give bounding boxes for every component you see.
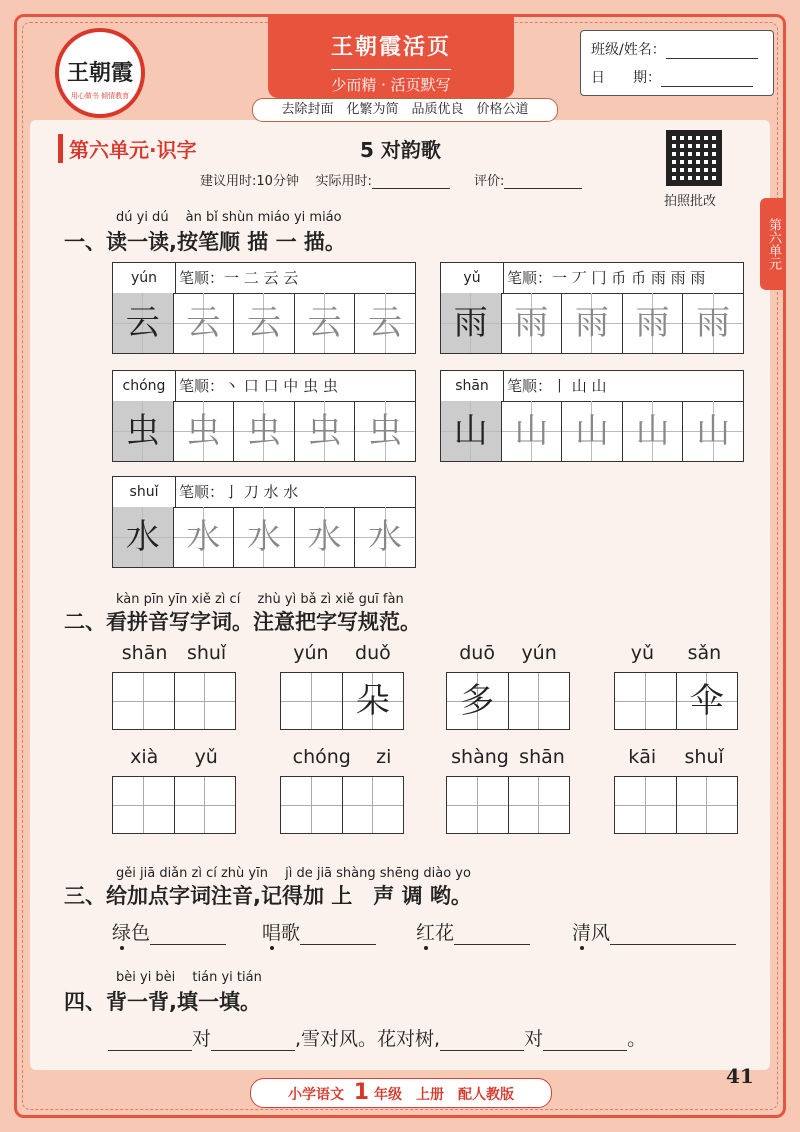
syllable: shàng (451, 746, 509, 768)
syllable: shuǐ (684, 746, 724, 768)
grade-number: 1 (353, 1080, 370, 1105)
writing-cell[interactable] (343, 777, 404, 833)
recite-text-2: ,雪对风。花对树, (295, 1028, 441, 1050)
syllable: shuǐ (186, 642, 227, 664)
trace-char[interactable]: 雨 (623, 293, 684, 353)
writing-cell[interactable] (175, 673, 236, 729)
class-name-label: 班级/姓名： (591, 42, 666, 58)
word-pinyin (112, 642, 236, 664)
syllable: xià (130, 746, 159, 768)
writing-cell[interactable] (281, 673, 343, 729)
plain-char: 花 (435, 922, 455, 944)
stroke-box-1 (112, 262, 416, 354)
publisher-logo (55, 28, 145, 118)
section3-title: 三、给加点字词注音,记得加 上 声 调 哟。 (64, 884, 472, 908)
char-pinyin: shuǐ (113, 477, 176, 507)
page-number: 41 (726, 1064, 754, 1088)
writing-box (446, 776, 570, 834)
section1-title: 一、读一读,按笔顺 描 一 描。 (64, 230, 346, 254)
trace-char[interactable]: 云 (174, 293, 235, 353)
annotate-item-2 (262, 918, 376, 945)
trace-char[interactable]: 水 (295, 507, 356, 567)
recite-blank-4[interactable] (543, 1050, 627, 1051)
qr-code (666, 130, 722, 186)
syllable: duǒ (355, 642, 391, 664)
logo-text: 王朝霞 (66, 60, 133, 86)
writing-box (614, 672, 738, 730)
writing-box (112, 672, 236, 730)
word-pinyin (614, 642, 738, 664)
logo-subtext: 用心做书 倾情教育 (70, 92, 130, 100)
writing-cell[interactable] (615, 777, 677, 833)
char-pinyin: yǔ (441, 263, 504, 293)
stroke-box-header (441, 371, 743, 402)
model-char: 虫 (113, 401, 174, 461)
recite-text-1: 对 (192, 1028, 212, 1050)
lesson-title: 5 对韵歌 (360, 138, 441, 162)
writing-cell[interactable]: 多 (447, 673, 509, 729)
section2-title: 二、看拼音写字词。注意把字写规范。 (64, 610, 421, 634)
dotted-char: 红 (416, 922, 436, 944)
annotate-field-4[interactable] (610, 944, 736, 945)
section1-pinyin: dú yi dú àn bǐ shùn miáo yi miáo (116, 210, 342, 225)
tracing-cells (113, 507, 415, 567)
section2-pinyin: kàn pīn yīn xiě zì cí zhù yì bǎ zì xiě guī fàn (116, 592, 404, 607)
stroke-order: 笔顺：一 二 云 云 (179, 269, 299, 287)
syllable: yǔ (630, 642, 655, 664)
section4-title: 四、背一背,填一填。 (64, 990, 261, 1014)
writing-cell[interactable] (113, 777, 175, 833)
stroke-order: 笔顺：丶 口 口 中 虫 虫 (179, 377, 338, 395)
brand-banner (268, 14, 514, 98)
trace-char[interactable]: 山 (683, 401, 743, 461)
annotate-word-1 (112, 922, 150, 944)
annotate-field-1[interactable] (150, 944, 226, 945)
trace-char[interactable]: 山 (623, 401, 684, 461)
stroke-box-header (113, 263, 415, 294)
writing-box (446, 672, 570, 730)
stroke-box-3 (112, 370, 416, 462)
model-char: 山 (441, 401, 502, 461)
recite-blank-2[interactable] (211, 1050, 295, 1051)
date-field[interactable] (661, 86, 753, 87)
recite-text-4: 。 (627, 1028, 647, 1050)
syllable: yǔ (194, 746, 218, 768)
writing-cell[interactable] (281, 777, 343, 833)
stroke-box-4 (440, 370, 744, 462)
annotate-item-1 (112, 918, 226, 945)
recite-fill-line (108, 1024, 646, 1051)
syllable: duō (459, 642, 495, 664)
annotate-word-3 (416, 922, 454, 944)
book-info-footer (250, 1078, 552, 1108)
trace-char[interactable]: 云 (234, 293, 295, 353)
trace-char[interactable]: 云 (355, 293, 415, 353)
brand-title: 王朝霞活页 (330, 34, 451, 60)
trace-char[interactable]: 雨 (683, 293, 743, 353)
char-pinyin: chóng (113, 371, 176, 401)
qr-label: 拍照批改 (664, 194, 717, 209)
model-char: 雨 (441, 293, 502, 353)
date-label: 日 期： (591, 70, 661, 86)
trace-char[interactable]: 云 (295, 293, 356, 353)
writing-cell[interactable] (677, 777, 738, 833)
time-info (200, 170, 602, 189)
stroke-order: 笔顺：丨 山 山 (507, 377, 607, 395)
stroke-box-header (113, 371, 415, 402)
syllable: yún (521, 642, 557, 664)
dotted-char: 清 (572, 922, 592, 944)
evaluation-label: 评价: (474, 174, 505, 189)
word-pinyin (614, 746, 738, 768)
stroke-box-header (441, 263, 743, 294)
unit-title: 第六单元·识字 (58, 134, 197, 163)
plain-char: 风 (591, 922, 611, 944)
writing-box (614, 776, 738, 834)
stroke-box-header (113, 477, 415, 508)
actual-time-field[interactable] (372, 188, 450, 189)
trace-char[interactable]: 水 (174, 507, 235, 567)
trace-char[interactable]: 虫 (234, 401, 295, 461)
writing-box (112, 776, 236, 834)
tracing-cells (441, 293, 743, 353)
word-pinyin (112, 746, 236, 768)
model-char: 水 (113, 507, 174, 567)
writing-cell[interactable] (615, 673, 677, 729)
writing-box (280, 776, 404, 834)
subject-label: 小学语文 (288, 1087, 345, 1103)
writing-cell[interactable] (447, 777, 509, 833)
motto-bar: 去除封面 化繁为简 品质优良 价格公道 (252, 98, 558, 122)
writing-box (280, 672, 404, 730)
stroke-box-2 (440, 262, 744, 354)
trace-char[interactable]: 虫 (355, 401, 415, 461)
dotted-char: 唱 (262, 922, 282, 944)
stroke-order: 笔顺：一 丆 冂 币 币 雨 雨 雨 (507, 269, 706, 287)
plain-char: 歌 (281, 922, 301, 944)
model-char: 云 (113, 293, 174, 353)
annotate-field-2[interactable] (300, 944, 376, 945)
trace-char[interactable]: 水 (234, 507, 295, 567)
writing-cell[interactable]: 朵 (343, 673, 404, 729)
writing-cell[interactable] (113, 673, 175, 729)
side-unit-tab: 第六单元 (760, 198, 784, 290)
tracing-cells (113, 293, 415, 353)
trace-char[interactable]: 虫 (295, 401, 356, 461)
plain-char: 色 (131, 922, 151, 944)
suggested-time: 建议用时:10分钟 (200, 174, 299, 189)
stroke-box-5 (112, 476, 416, 568)
class-name-field[interactable] (666, 58, 758, 59)
char-pinyin: shān (441, 371, 504, 401)
brand-subtitle: 少而精 · 活页默写 (331, 69, 450, 95)
tracing-cells (113, 401, 415, 461)
writing-cell[interactable] (175, 777, 236, 833)
word-pinyin (280, 746, 404, 768)
trace-char[interactable]: 山 (502, 401, 563, 461)
trace-char[interactable]: 山 (562, 401, 623, 461)
word-pinyin (446, 746, 570, 768)
trace-char[interactable]: 虫 (174, 401, 235, 461)
char-pinyin: yún (113, 263, 176, 293)
syllable: yún (293, 642, 329, 664)
annotate-item-4 (572, 918, 736, 945)
writing-cell[interactable] (509, 673, 570, 729)
student-info-box (580, 30, 774, 96)
dotted-char: 绿 (112, 922, 132, 944)
trace-char[interactable]: 雨 (502, 293, 563, 353)
syllable: chóng (292, 746, 351, 768)
stroke-order: 笔顺：亅 刀 水 水 (179, 483, 299, 501)
evaluation-field[interactable] (504, 188, 582, 189)
recite-blank-1[interactable] (108, 1050, 192, 1051)
tracing-cells (441, 401, 743, 461)
annotate-word-4 (572, 922, 610, 944)
annotate-word-2 (262, 922, 300, 944)
recite-blank-3[interactable] (440, 1050, 524, 1051)
trace-char[interactable]: 水 (355, 507, 415, 567)
syllable: sǎn (687, 642, 722, 664)
syllable: zi (376, 746, 392, 768)
writing-cell[interactable] (509, 777, 570, 833)
syllable: kāi (628, 746, 657, 768)
section3-pinyin: gěi jiā diǎn zì cí zhù yīn jì de jiā shàng shēng diào yo (116, 866, 471, 881)
trace-char[interactable]: 雨 (562, 293, 623, 353)
syllable: shān (519, 746, 565, 768)
annotate-item-3 (416, 918, 530, 945)
grade-label: 年级 上册 配人教版 (373, 1087, 514, 1103)
syllable: shān (121, 642, 168, 664)
actual-time-label: 实际用时: (315, 174, 372, 189)
word-pinyin (446, 642, 570, 664)
annotate-field-3[interactable] (454, 944, 530, 945)
section4-pinyin: bèi yi bèi tián yi tián (116, 970, 262, 985)
word-pinyin (280, 642, 404, 664)
writing-cell[interactable]: 伞 (677, 673, 738, 729)
recite-text-3: 对 (524, 1028, 544, 1050)
